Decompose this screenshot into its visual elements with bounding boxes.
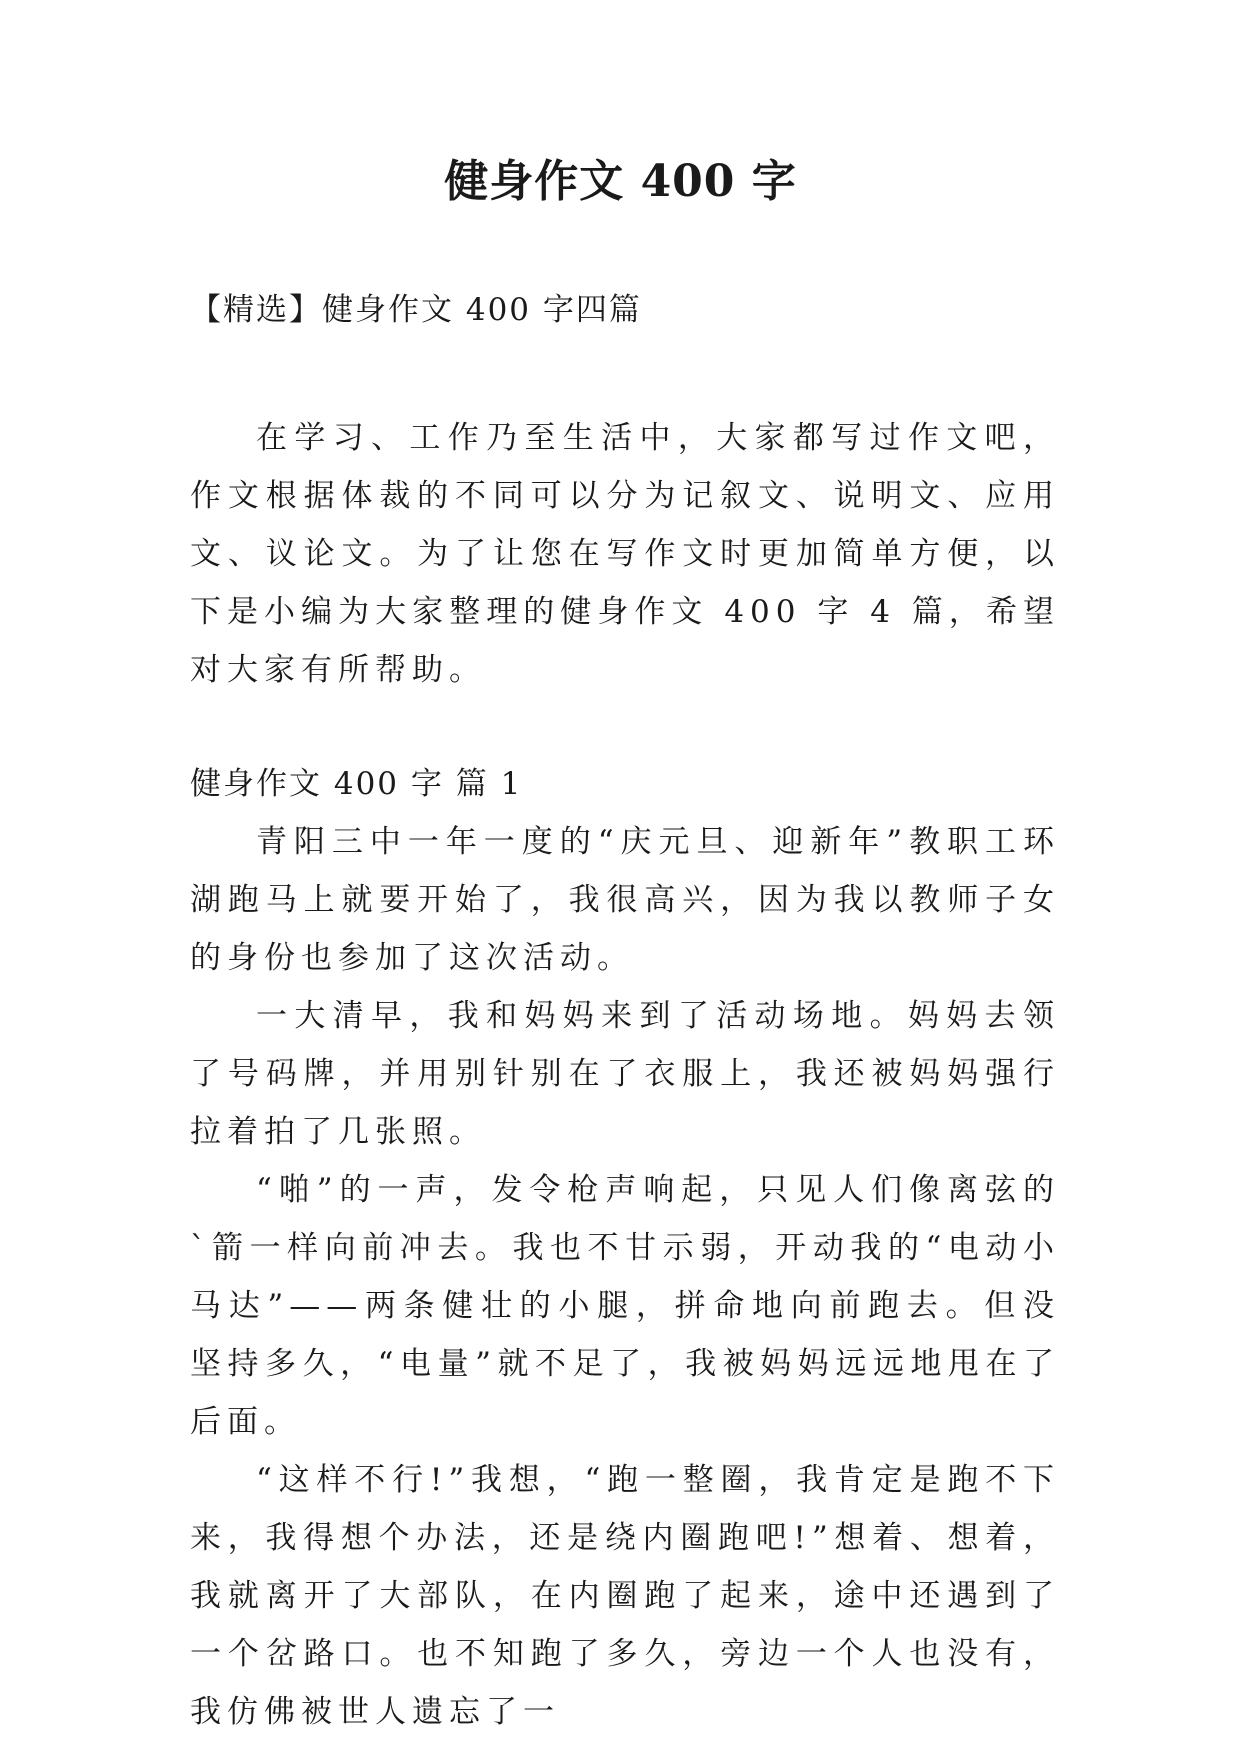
document-subtitle: 【精选】健身作文 400 字四篇 [190,292,642,328]
document-title: 健身作文 400 字 [444,156,797,207]
document-body [190,409,1060,1741]
body-paragraph: 青阳三中一年一度的“庆元旦、迎新年”教职工环湖跑马上就要开始了，我很高兴，因为我以教师子女的身份也参加了这次活动。 [190,824,1060,976]
intro-paragraph: 在学习、工作乃至生活中，大家都写过作文吧，作文根据体裁的不同可以分为记叙文、说明文、应用文、议论文。为了让您在写作文时更加简单方便，以下是小编为大家整理的健身作文 400 字 4 篇，希望对大家有所帮助。 [190,420,1060,688]
section-spacer [190,699,1060,755]
body-paragraph: 一大清早，我和妈妈来到了活动场地。妈妈去领了号码牌，并用别针别在了衣服上，我还被妈妈强行拉着拍了几张照。 [190,998,1060,1150]
section-heading: 健身作文 400 字 篇 1 [190,766,523,802]
body-paragraph: “这样不行!”我想，“跑一整圈，我肯定是跑不下来，我得想个办法，还是绕内圈跑吧!”想着、想着，我就离开了大部队，在内圈跑了起来，途中还遇到了一个岔路口。也不知跑了多久，旁边一个人也没有，我仿佛被世人遗忘了一 [190,1462,1060,1730]
body-paragraph: “啪”的一声，发令枪声响起，只见人们像离弦的`箭一样向前冲去。我也不甘示弱，开动我的“电动小马达”——两条健壮的小腿，拼命地向前跑去。但没坚持多久，“电量”就不足了，我被妈妈远远地甩在了后面。 [190,1172,1060,1440]
